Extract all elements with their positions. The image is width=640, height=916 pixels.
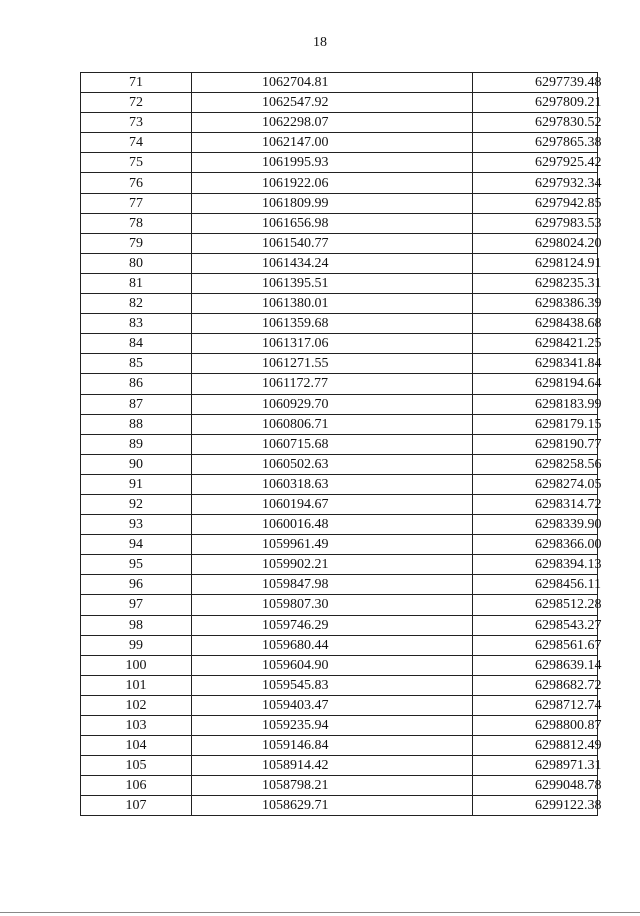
table-row [81, 233, 598, 253]
table-row [81, 253, 598, 273]
y-coordinate-cell: 6298314.72 [473, 494, 598, 514]
point-number-cell: 104 [81, 736, 192, 756]
y-coordinate-cell: 6297925.42 [473, 153, 598, 173]
table-row [81, 776, 598, 796]
x-coordinate-cell: 1061434.24 [192, 253, 473, 273]
x-coordinate-cell: 1060016.48 [192, 515, 473, 535]
y-coordinate-cell: 6299122.38 [473, 796, 598, 816]
point-number-cell: 89 [81, 434, 192, 454]
table-row [81, 494, 598, 514]
table-row [81, 716, 598, 736]
y-coordinate-cell: 6298258.56 [473, 454, 598, 474]
x-coordinate-cell: 1059604.90 [192, 655, 473, 675]
point-number-cell: 74 [81, 133, 192, 153]
y-coordinate-cell: 6298421.25 [473, 334, 598, 354]
point-number-cell: 99 [81, 635, 192, 655]
bottom-rule [0, 912, 640, 913]
table-row [81, 434, 598, 454]
point-number-cell: 82 [81, 294, 192, 314]
y-coordinate-cell: 6297983.53 [473, 213, 598, 233]
table-row [81, 695, 598, 715]
y-coordinate-cell: 6298366.00 [473, 535, 598, 555]
y-coordinate-cell: 6298812.49 [473, 736, 598, 756]
x-coordinate-cell: 1059545.83 [192, 675, 473, 695]
x-coordinate-cell: 1061540.77 [192, 233, 473, 253]
coordinate-table [80, 72, 602, 816]
table-row [81, 113, 598, 133]
y-coordinate-cell: 6297739.48 [473, 73, 598, 93]
x-coordinate-cell: 1061922.06 [192, 173, 473, 193]
table-row [81, 555, 598, 575]
point-number-cell: 96 [81, 575, 192, 595]
point-number-cell: 98 [81, 615, 192, 635]
point-number-cell: 78 [81, 213, 192, 233]
point-number-cell: 95 [81, 555, 192, 575]
y-coordinate-cell: 6298386.39 [473, 294, 598, 314]
x-coordinate-cell: 1060318.63 [192, 474, 473, 494]
x-coordinate-cell: 1058798.21 [192, 776, 473, 796]
point-number-cell: 87 [81, 394, 192, 414]
x-coordinate-cell: 1059807.30 [192, 595, 473, 615]
point-number-cell: 91 [81, 474, 192, 494]
y-coordinate-cell: 6298639.14 [473, 655, 598, 675]
y-coordinate-cell: 6298394.13 [473, 555, 598, 575]
table-row [81, 334, 598, 354]
y-coordinate-cell: 6298682.72 [473, 675, 598, 695]
x-coordinate-cell: 1061995.93 [192, 153, 473, 173]
table-row [81, 414, 598, 434]
y-coordinate-cell: 6297865.38 [473, 133, 598, 153]
point-number-cell: 103 [81, 716, 192, 736]
point-number-cell: 86 [81, 374, 192, 394]
point-number-cell: 79 [81, 233, 192, 253]
point-number-cell: 83 [81, 314, 192, 334]
x-coordinate-cell: 1062298.07 [192, 113, 473, 133]
x-coordinate-cell: 1059235.94 [192, 716, 473, 736]
table-row [81, 655, 598, 675]
y-coordinate-cell: 6298341.84 [473, 354, 598, 374]
x-coordinate-cell: 1060929.70 [192, 394, 473, 414]
coordinate-table-body [81, 73, 602, 816]
x-coordinate-cell: 1059146.84 [192, 736, 473, 756]
point-number-cell: 88 [81, 414, 192, 434]
x-coordinate-cell: 1059403.47 [192, 695, 473, 715]
y-coordinate-cell: 6298339.90 [473, 515, 598, 535]
table-row [81, 675, 598, 695]
table-row [81, 575, 598, 595]
point-number-cell: 77 [81, 193, 192, 213]
x-coordinate-cell: 1060806.71 [192, 414, 473, 434]
table-row [81, 93, 598, 113]
table-row [81, 73, 598, 93]
table-row [81, 354, 598, 374]
table-row [81, 173, 598, 193]
x-coordinate-cell: 1060194.67 [192, 494, 473, 514]
x-coordinate-cell: 1060715.68 [192, 434, 473, 454]
x-coordinate-cell: 1061395.51 [192, 273, 473, 293]
point-number-cell: 84 [81, 334, 192, 354]
y-coordinate-cell: 6298561.67 [473, 635, 598, 655]
table-row [81, 133, 598, 153]
x-coordinate-cell: 1059746.29 [192, 615, 473, 635]
y-coordinate-cell: 6298543.27 [473, 615, 598, 635]
point-number-cell: 97 [81, 595, 192, 615]
x-coordinate-cell: 1061380.01 [192, 294, 473, 314]
point-number-cell: 105 [81, 756, 192, 776]
y-coordinate-cell: 6298800.87 [473, 716, 598, 736]
point-number-cell: 72 [81, 93, 192, 113]
x-coordinate-cell: 1059847.98 [192, 575, 473, 595]
point-number-cell: 92 [81, 494, 192, 514]
point-number-cell: 75 [81, 153, 192, 173]
y-coordinate-cell: 6298456.11 [473, 575, 598, 595]
point-number-cell: 73 [81, 113, 192, 133]
table-row [81, 515, 598, 535]
point-number-cell: 85 [81, 354, 192, 374]
point-number-cell: 71 [81, 73, 192, 93]
table-row [81, 635, 598, 655]
table-row [81, 535, 598, 555]
table-row [81, 273, 598, 293]
table-row [81, 193, 598, 213]
x-coordinate-cell: 1062147.00 [192, 133, 473, 153]
y-coordinate-cell: 6298438.68 [473, 314, 598, 334]
y-coordinate-cell: 6298024.20 [473, 233, 598, 253]
table-row [81, 153, 598, 173]
x-coordinate-cell: 1061317.06 [192, 334, 473, 354]
y-coordinate-cell: 6297830.52 [473, 113, 598, 133]
table-row [81, 474, 598, 494]
x-coordinate-cell: 1060502.63 [192, 454, 473, 474]
table-row [81, 615, 598, 635]
y-coordinate-cell: 6298512.28 [473, 595, 598, 615]
y-coordinate-cell: 6298124.91 [473, 253, 598, 273]
point-number-cell: 94 [81, 535, 192, 555]
y-coordinate-cell: 6298235.31 [473, 273, 598, 293]
point-number-cell: 100 [81, 655, 192, 675]
table-row [81, 454, 598, 474]
table-row [81, 394, 598, 414]
y-coordinate-cell: 6299048.78 [473, 776, 598, 796]
y-coordinate-cell: 6298194.64 [473, 374, 598, 394]
point-number-cell: 90 [81, 454, 192, 474]
y-coordinate-cell: 6297809.21 [473, 93, 598, 113]
x-coordinate-cell: 1061656.98 [192, 213, 473, 233]
point-number-cell: 106 [81, 776, 192, 796]
table-row [81, 294, 598, 314]
x-coordinate-cell: 1059961.49 [192, 535, 473, 555]
table-row [81, 374, 598, 394]
y-coordinate-cell: 6298712.74 [473, 695, 598, 715]
point-number-cell: 107 [81, 796, 192, 816]
x-coordinate-cell: 1059902.21 [192, 555, 473, 575]
table-row [81, 796, 598, 816]
y-coordinate-cell: 6297942.85 [473, 193, 598, 213]
y-coordinate-cell: 6298190.77 [473, 434, 598, 454]
table-row [81, 756, 598, 776]
y-coordinate-cell: 6298179.15 [473, 414, 598, 434]
x-coordinate-cell: 1062547.92 [192, 93, 473, 113]
point-number-cell: 80 [81, 253, 192, 273]
x-coordinate-cell: 1058629.71 [192, 796, 473, 816]
x-coordinate-cell: 1061809.99 [192, 193, 473, 213]
table-row [81, 213, 598, 233]
x-coordinate-cell: 1061271.55 [192, 354, 473, 374]
x-coordinate-cell: 1059680.44 [192, 635, 473, 655]
point-number-cell: 102 [81, 695, 192, 715]
table-row [81, 595, 598, 615]
y-coordinate-cell: 6298183.99 [473, 394, 598, 414]
point-number-cell: 76 [81, 173, 192, 193]
table-row [81, 314, 598, 334]
x-coordinate-cell: 1058914.42 [192, 756, 473, 776]
y-coordinate-cell: 6298971.31 [473, 756, 598, 776]
y-coordinate-cell: 6298274.05 [473, 474, 598, 494]
x-coordinate-cell: 1061172.77 [192, 374, 473, 394]
x-coordinate-cell: 1062704.81 [192, 73, 473, 93]
point-number-cell: 101 [81, 675, 192, 695]
point-number-cell: 93 [81, 515, 192, 535]
x-coordinate-cell: 1061359.68 [192, 314, 473, 334]
page-number: 18 [313, 35, 327, 50]
point-number-cell: 81 [81, 273, 192, 293]
table-row [81, 736, 598, 756]
y-coordinate-cell: 6297932.34 [473, 173, 598, 193]
